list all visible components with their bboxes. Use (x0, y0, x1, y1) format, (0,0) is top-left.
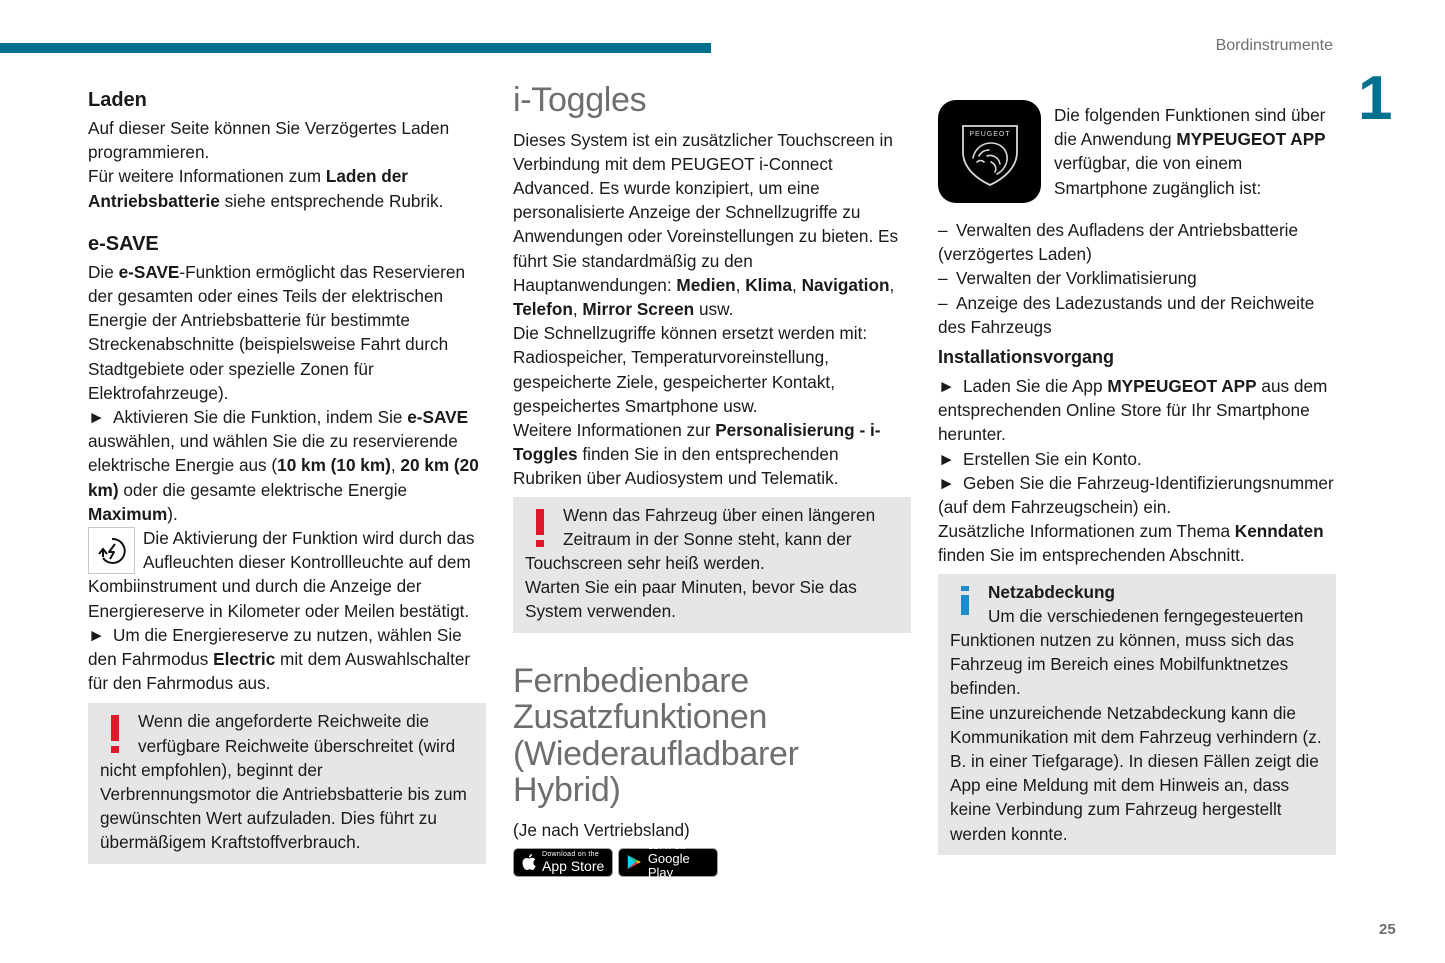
i-toggles-paragraph-2: Die Schnellzugriffe können ersetzt werden mit: Radiospeicher, Temperaturvoreinstellung, gespeicherte Ziele, gespeicherter Kontakt, gespeichertes Smartphone usw. (513, 323, 868, 416)
feature-text: Anzeige des Ladezustands und der Reichweite des Fahrzeugs (938, 292, 1315, 337)
dash-bullet: – (938, 220, 948, 240)
install-step-1 (938, 374, 1336, 447)
column-2 (513, 81, 911, 881)
google-play-label: Google Play (647, 851, 690, 881)
bullet-triangle-icon: ► (88, 624, 106, 645)
bold-term: e-SAVE (118, 261, 180, 282)
header-accent-bar (0, 43, 711, 53)
peugeot-lion-shield-icon (957, 116, 1023, 188)
text: finden Sie im entsprechenden Abschnitt. (938, 545, 1245, 566)
text: Die folgenden Funktionen sind über die Anwendung (1054, 105, 1326, 150)
google-play-small-text: GET IT ON (647, 844, 686, 852)
text: Die Aktivierung der Funktion wird durch das Aufleuchten dieser Kontrollleuchte auf dem Kombiinstrument und durch die Anzeige der Energiereserve in Kilometer oder Meilen bestätigt. (88, 528, 475, 621)
text: finden Sie in den entsprechenden Rubriken über Audiosystem und Telematik. (513, 444, 839, 489)
info-icon (950, 580, 988, 628)
store-badges (513, 844, 911, 881)
bold-term: Laden der Antriebsbatterie (88, 166, 408, 211)
bullet-triangle-icon: ► (938, 472, 956, 493)
text: Weitere Informationen zur (513, 419, 716, 440)
bold-term: Electric (213, 649, 276, 670)
heading-remote-functions: Fernbedienbare Zusatzfunktionen (Wiederaufladbarer Hybrid) (513, 661, 799, 810)
feature-text: Verwalten der Vorklimatisierung (956, 268, 1197, 289)
install-extra-info (938, 519, 1336, 567)
section-title: Bordinstrumente (1215, 37, 1333, 54)
laden-paragraph-2 (88, 164, 486, 212)
feature-text: Verwalten des Aufladens der Antriebsbatterie (verzögertes Laden) (938, 220, 1299, 265)
esave-step-2 (88, 623, 486, 696)
bold-term: Klima (745, 274, 793, 295)
warning-text: Wenn das Fahrzeug über einen längeren Zeitraum in der Sonne steht, kann der Touchscreen sehr heiß werden. (525, 504, 876, 573)
bullet-triangle-icon: ► (938, 376, 956, 397)
warning-exclamation-icon (525, 503, 563, 551)
info-note-title: Netzabdeckung (988, 581, 1116, 602)
text: auswählen, und wählen Sie die zu reservierende elektrische Energie aus ( (88, 431, 458, 476)
chapter-number: 1 (1358, 64, 1393, 133)
text: aus dem entsprechenden Online Store für Ihr Smartphone herunter. (938, 376, 1328, 445)
heading-laden: Laden (88, 89, 147, 111)
bold-term: Telefon (513, 298, 573, 319)
mypeugeot-app-logo (938, 100, 1041, 203)
app-store-small-text: Download on the (542, 851, 600, 859)
page-number: 25 (1379, 921, 1396, 938)
laden-paragraph-1: Auf dieser Seite können Sie Verzögertes Laden programmieren. (88, 118, 450, 163)
bold-term: e-SAVE (407, 407, 469, 428)
bold-term: MYPEUGEOT APP (1107, 376, 1257, 397)
bold-term: 20 km (20 km) (88, 455, 479, 500)
bold-term: Mirror Screen (582, 298, 695, 319)
dash-bullet: – (938, 292, 948, 313)
feature-item (938, 218, 1336, 266)
text: Geben Sie die Fahrzeug-Identifizierungsnummer (auf dem Fahrzeugschein) ein. (938, 472, 1334, 518)
info-text: Um die verschiedenen ferngegesteuerten Funktionen nutzen zu können, muss sich das Fahrzeug im Bereich eines Mobilfunktnetzes befinden. (950, 605, 1304, 699)
esave-step-1 (88, 405, 486, 526)
bold-term: Maximum (88, 503, 168, 524)
text: Die (88, 261, 119, 282)
text: usw. (694, 298, 734, 319)
google-play-button[interactable] (618, 844, 718, 881)
text: , (735, 274, 746, 295)
install-step-3 (938, 471, 1336, 519)
remote-subtitle: (Je nach Vertriebsland) (513, 819, 690, 840)
text: , (889, 274, 895, 295)
heading-esave: e-SAVE (88, 232, 159, 255)
text: Aktivieren Sie die Funktion, indem Sie (113, 407, 408, 428)
bold-term: Personalisierung - i-Toggles (513, 419, 881, 465)
text: Um die Energiereserve zu nutzen, wählen Sie den Fahrmodus (88, 624, 462, 670)
column-3 (938, 90, 1336, 855)
google-play-icon (626, 853, 642, 871)
bold-term: Navigation (801, 274, 890, 295)
feature-list (938, 218, 1336, 339)
bold-term: 10 km (10 km) (277, 455, 391, 476)
bold-term: Kenndaten (1234, 521, 1324, 542)
i-toggles-paragraph-3 (513, 418, 911, 491)
heading-installation: Installationsvorgang (938, 347, 1115, 368)
column-1 (88, 86, 486, 864)
warning-text: Warten Sie ein paar Minuten, bevor Sie das System verwenden. (525, 577, 857, 622)
text: Erstellen Sie ein Konto. (963, 448, 1142, 469)
text: , (572, 298, 583, 319)
app-store-button[interactable] (513, 848, 613, 877)
esave-indicator-paragraph (88, 526, 486, 623)
text: oder die gesamte elektrische Energie (118, 479, 408, 500)
feature-item (938, 266, 1336, 290)
warning-text: Wenn die angeforderte Reichweite die verfügbare Reichweite überschreitet (wird nicht empfohlen), beginnt der Verbrennungsmotor die Antriebsbatterie bis zum gewünschten Wert aufzuladen. Dies führt zu übermäßigem Kraftstoffverbrauch. (100, 711, 467, 853)
e-save-indicator-icon (88, 527, 135, 574)
text: Laden Sie die App (963, 376, 1108, 397)
text: siehe entsprechende Rubrik. (219, 190, 444, 211)
esave-paragraph-1 (88, 260, 486, 405)
logo-text: PEUGEOT (968, 130, 1011, 138)
text: mit dem Auswahlschalter für den Fahrmodus aus. (88, 649, 471, 694)
dash-bullet: – (938, 268, 948, 289)
heading-i-toggles: i-Toggles (513, 81, 647, 119)
bullet-triangle-icon: ► (88, 407, 106, 428)
text: ). (167, 503, 178, 524)
warning-exclamation-icon (100, 709, 138, 757)
text: -Funktion ermöglicht das Reservieren der gesamten oder eines Teils der elektrischen Energie der Antriebsbatterie für bestimmte Streckenabschnitte (beispielsweise Fahrt durch Stadtgebiete oder spezielle Zonen für Elektrofahrzeuge). (88, 261, 466, 403)
info-note-network-coverage (938, 574, 1336, 855)
install-step-2 (938, 447, 1336, 471)
info-text: Eine unzureichende Netzabdeckung kann die Kommunikation mit dem Fahrzeug verhindern (z. B. in einer Tiefgarage). In diesen Fällen zeigt die App eine Meldung mit dem Hinweis an, dass keine Verbindung zum Fahrzeug hergestellt werden konnte. (950, 702, 1322, 844)
text: Für weitere Informationen zum (88, 166, 326, 187)
i-toggles-paragraph-1 (513, 128, 911, 322)
text: verfügbar, die von einem Smartphone zugänglich ist: (1054, 153, 1262, 198)
text: Dieses System ist ein zusätzlicher Touchscreen in Verbindung mit dem PEUGEOT i-Connect Advanced. Es wurde konzipiert, um eine personalisierte Anzeige der Schnellzugriffe zu Anwendungen oder Voreinstellungen zu bieten. Es führt Sie standardmäßig zu den Hauptanwendungen: (513, 129, 899, 295)
apple-icon (521, 853, 537, 871)
text: , (792, 274, 802, 295)
feature-item (938, 291, 1336, 339)
bold-term: MYPEUGEOT APP (1176, 129, 1326, 150)
warning-note-touchscreen (513, 497, 911, 633)
bullet-triangle-icon: ► (938, 448, 956, 469)
warning-note-range (88, 703, 486, 863)
app-intro (938, 90, 1336, 209)
app-store-label: App Store (542, 858, 605, 875)
text: , (390, 455, 401, 476)
text: Zusätzliche Informationen zum Thema (938, 521, 1235, 542)
bold-term: Medien (676, 274, 736, 295)
